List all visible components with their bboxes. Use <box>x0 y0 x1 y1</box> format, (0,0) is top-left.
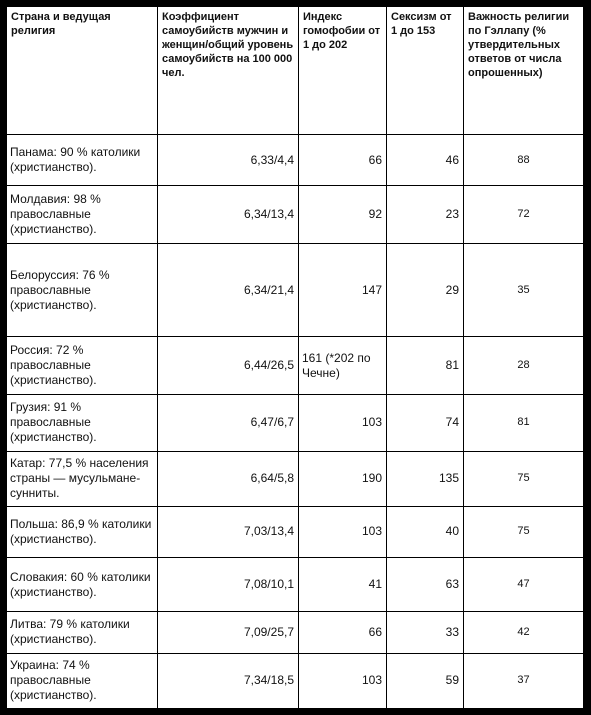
table-row <box>7 557 584 611</box>
suicide-cell: 6,33/4,4 <box>158 135 299 186</box>
suicide-cell: 6,34/21,4 <box>158 243 299 337</box>
country-cell: Катар: 77,5 % населения страны — мусульмане-сунниты. <box>7 452 158 506</box>
header-homophobia-index: Индекс гомофобии от 1 до 202 <box>299 7 387 135</box>
religion-cell: 88 <box>464 135 584 186</box>
suicide-cell: 7,09/25,7 <box>158 612 299 653</box>
country-cell: Грузия: 91 % православные (христианство). <box>7 394 158 451</box>
table-row <box>7 186 584 243</box>
table-row <box>7 394 584 451</box>
header-suicide-rate: Коэффициент самоубийств мужчин и женщин/общий уровень самоубийств на 100 000 чел. <box>158 7 299 135</box>
religion-cell: 37 <box>464 653 584 708</box>
country-cell: Молдавия: 98 % православные (христианство). <box>7 186 158 243</box>
sexism-cell: 59 <box>387 653 464 708</box>
suicide-cell: 7,34/18,5 <box>158 653 299 708</box>
table-row <box>7 452 584 506</box>
homophobia-cell: 147 <box>299 243 387 337</box>
sexism-cell: 135 <box>387 452 464 506</box>
header-religion-importance: Важность религии по Гэллапу (% утвердительных ответов от числа опрошенных) <box>464 7 584 135</box>
homophobia-cell: 41 <box>299 557 387 611</box>
sexism-cell: 23 <box>387 186 464 243</box>
homophobia-cell: 103 <box>299 506 387 557</box>
religion-cell: 28 <box>464 337 584 394</box>
sexism-cell: 81 <box>387 337 464 394</box>
homophobia-cell: 103 <box>299 653 387 708</box>
country-cell: Белоруссия: 76 % православные (христианство). <box>7 243 158 337</box>
homophobia-cell: 66 <box>299 612 387 653</box>
table-row <box>7 506 584 557</box>
country-cell: Украина: 74 % православные (христианство). <box>7 653 158 708</box>
sexism-cell: 29 <box>387 243 464 337</box>
table-row <box>7 653 584 708</box>
header-country: Страна и ведущая религия <box>7 7 158 135</box>
religion-cell: 35 <box>464 243 584 337</box>
suicide-cell: 6,47/6,7 <box>158 394 299 451</box>
religion-cell: 75 <box>464 506 584 557</box>
country-cell: Словакия: 60 % католики (христианство). <box>7 557 158 611</box>
sexism-cell: 74 <box>387 394 464 451</box>
religion-cell: 75 <box>464 452 584 506</box>
sexism-cell: 40 <box>387 506 464 557</box>
table-row <box>7 135 584 186</box>
sexism-cell: 46 <box>387 135 464 186</box>
homophobia-cell: 66 <box>299 135 387 186</box>
suicide-cell: 6,44/26,5 <box>158 337 299 394</box>
homophobia-cell: 190 <box>299 452 387 506</box>
religion-cell: 81 <box>464 394 584 451</box>
suicide-cell: 7,08/10,1 <box>158 557 299 611</box>
homophobia-cell: 92 <box>299 186 387 243</box>
suicide-cell: 6,64/5,8 <box>158 452 299 506</box>
country-cell: Россия: 72 % православные (христианство). <box>7 337 158 394</box>
religion-cell: 72 <box>464 186 584 243</box>
homophobia-cell: 103 <box>299 394 387 451</box>
statistics-table <box>6 6 584 709</box>
table-row <box>7 612 584 653</box>
homophobia-cell: 161 (*202 по Чечне) <box>299 337 387 394</box>
country-cell: Литва: 79 % католики (христианство). <box>7 612 158 653</box>
suicide-cell: 7,03/13,4 <box>158 506 299 557</box>
sexism-cell: 33 <box>387 612 464 653</box>
table-row <box>7 337 584 394</box>
suicide-cell: 6,34/13,4 <box>158 186 299 243</box>
religion-cell: 42 <box>464 612 584 653</box>
religion-cell: 47 <box>464 557 584 611</box>
country-cell: Польша: 86,9 % католики (христианство). <box>7 506 158 557</box>
sexism-cell: 63 <box>387 557 464 611</box>
table-row <box>7 243 584 337</box>
header-row <box>7 7 584 135</box>
header-sexism: Сексизм от 1 до 153 <box>387 7 464 135</box>
country-cell: Панама: 90 % католики (христианство). <box>7 135 158 186</box>
